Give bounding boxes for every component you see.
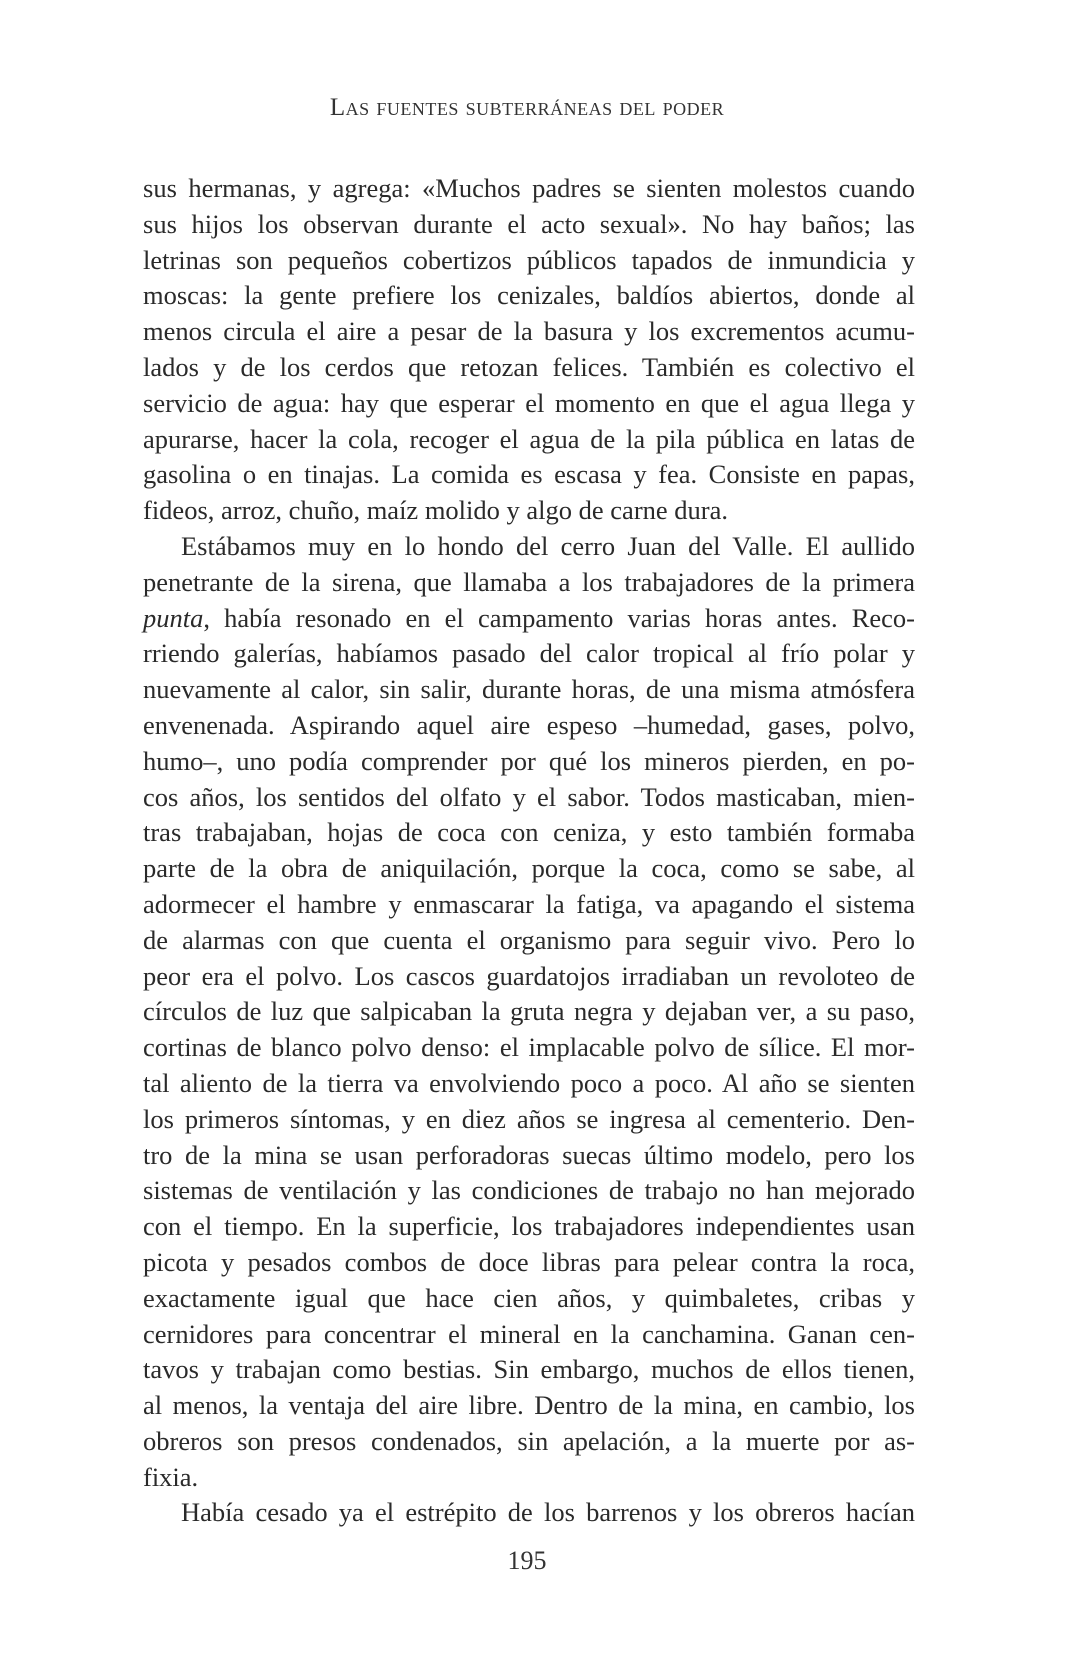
text-line: menos circula el aire a pesar de la basura y los excrementos acumu- — [143, 316, 915, 347]
text-line: fideos, arroz, chuño, maíz molido y algo de carne dura. — [143, 495, 728, 526]
text-line: parte de la obra de aniquilación, porque la coca, como se sabe, al — [143, 853, 915, 884]
text-line: obreros son presos condenados, sin apelación, a la muerte por as- — [143, 1425, 915, 1456]
text-line: exactamente igual que hace cien años, y quimbaletes, cribas y — [143, 1282, 915, 1313]
text-line: cernidores para concentrar el mineral en la canchamina. Ganan cen- — [143, 1318, 915, 1349]
text-line: tal aliento de la tierra va envolviendo poco a poco. Al año se sienten — [143, 1067, 915, 1098]
text-line: de alarmas con que cuenta el organismo para seguir vivo. Pero lo — [143, 924, 915, 955]
text-line: servicio de agua: hay que esperar el momento en que el agua llega y — [143, 387, 915, 418]
text-line: gasolina o en tinajas. La comida es escasa y fea. Consiste en papas, — [143, 459, 915, 490]
text-line — [143, 601, 915, 637]
text-line: humo–, uno podía comprender por qué los mineros pierden, en po- — [143, 745, 915, 776]
text-line: moscas: la gente prefiere los cenizales, baldíos abiertos, donde al — [143, 280, 915, 311]
paragraph — [143, 171, 915, 529]
text-line: tavos y trabajan como bestias. Sin embargo, muchos de ellos tienen, — [143, 1354, 915, 1385]
text-line: cos años, los sentidos del olfato y el sabor. Todos masticaban, mien- — [143, 781, 915, 812]
running-header: Las fuentes subterráneas del poder — [329, 94, 725, 121]
text-line: sus hijos los observan durante el acto sexual». No hay baños; las — [143, 208, 915, 239]
text-line: letrinas son pequeños cobertizos públicos tapados de inmundicia y — [143, 244, 915, 275]
text-line: al menos, la ventaja del aire libre. Dentro de la mina, en cambio, los — [143, 1390, 915, 1421]
text-line: círculos de luz que salpicaban la gruta negra y dejaban ver, a su paso, — [143, 996, 915, 1027]
text-line: lados y de los cerdos que retozan felices. También es colectivo el — [143, 351, 915, 382]
text-line: tras trabajaban, hojas de coca con ceniza, y esto también formaba — [143, 817, 915, 848]
text-line: tro de la mina se usan perforadoras suecas último modelo, pero los — [143, 1139, 915, 1170]
text-segment: , había resonado en el campamento varias horas antes. Reco- — [203, 602, 915, 633]
text-line: picota y pesados combos de doce libras para pelear contra la roca, — [143, 1246, 915, 1277]
text-line: penetrante de la sirena, que llamaba a los trabajadores de la primera — [143, 566, 915, 597]
paragraph — [143, 529, 915, 1496]
paragraph — [143, 1495, 915, 1531]
body-text — [143, 171, 915, 1531]
italic-term: punta — [143, 602, 204, 633]
text-line: sus hermanas, y agrega: «Muchos padres se sienten molestos cuando — [143, 173, 915, 203]
text-line: cortinas de blanco polvo denso: el implacable polvo de sílice. El mor- — [143, 1032, 915, 1063]
text-line: adormecer el hambre y enmascarar la fatiga, va apagando el sistema — [143, 888, 915, 919]
text-line: peor era el polvo. Los cascos guardatojos irradiaban un revoloteo de — [143, 960, 915, 991]
text-line: envenenada. Aspirando aquel aire espeso –humedad, gases, polvo, — [143, 709, 915, 740]
text-line: Había cesado ya el estrépito de los barrenos y los obreros hacían — [181, 1497, 915, 1528]
text-line: apurarse, hacer la cola, recoger el agua de la pila pública en latas de — [143, 423, 915, 454]
text-line: Estábamos muy en lo hondo del cerro Juan del Valle. El aullido — [181, 530, 915, 561]
page-number: 195 — [507, 1546, 547, 1575]
text-line: rriendo galerías, habíamos pasado del calor tropical al frío polar y — [143, 638, 915, 669]
text-line: con el tiempo. En la superficie, los trabajadores independientes usan — [143, 1211, 915, 1242]
text-line: los primeros síntomas, y en diez años se ingresa al cementerio. Den- — [143, 1103, 915, 1134]
text-line: fixia. — [143, 1461, 199, 1492]
text-line: sistemas de ventilación y las condiciones de trabajo no han mejorado — [143, 1175, 915, 1206]
text-line: nuevamente al calor, sin salir, durante horas, de una misma atmósfera — [143, 674, 915, 705]
